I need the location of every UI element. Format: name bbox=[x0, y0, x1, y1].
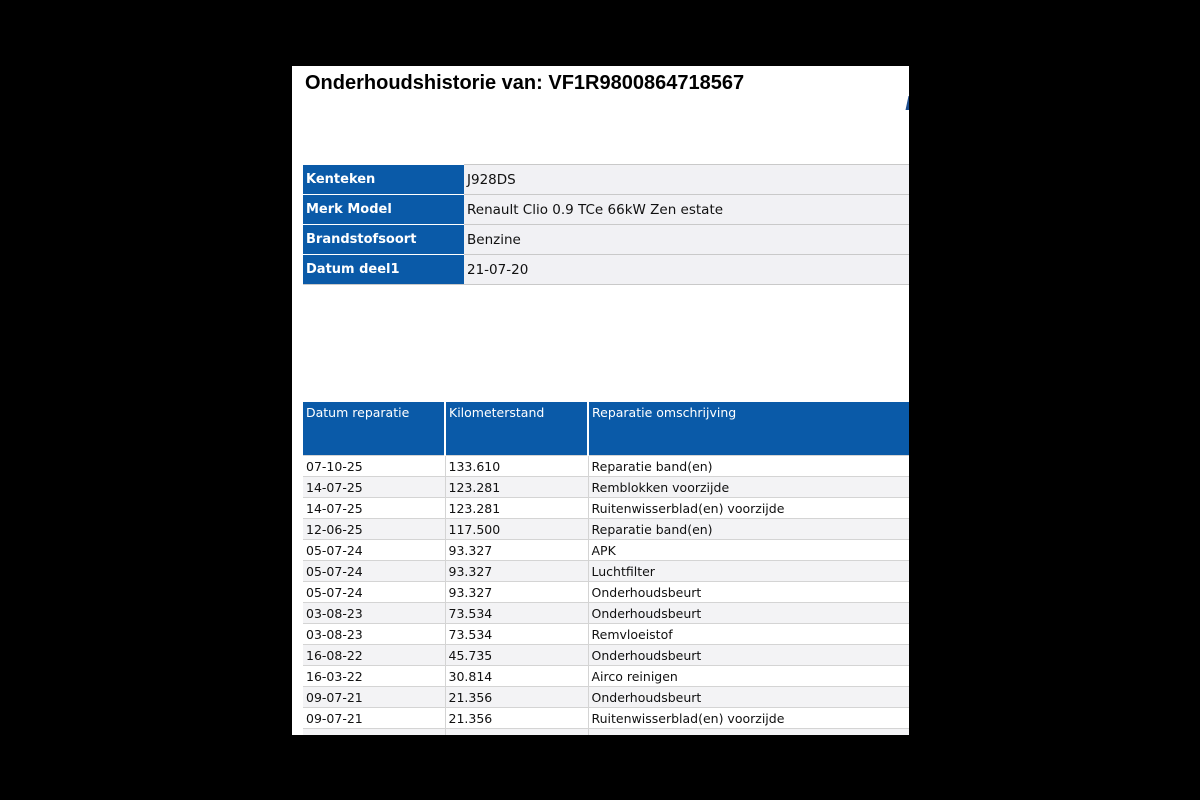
cell-omschrijving: Ruitenwisserblad(en) voorzijde bbox=[588, 498, 909, 519]
cell-datum: 09-07-21 bbox=[303, 687, 445, 708]
table-row bbox=[303, 666, 909, 687]
cell-omschrijving: Onderhoudsbeurt bbox=[588, 603, 909, 624]
table-row bbox=[303, 729, 909, 736]
table-row bbox=[303, 687, 909, 708]
info-value: Benzine bbox=[464, 225, 909, 255]
cell-omschrijving: Reparatie band(en) bbox=[588, 519, 909, 540]
table-row bbox=[303, 561, 909, 582]
table-row bbox=[303, 624, 909, 645]
info-label: Merk Model bbox=[303, 195, 464, 225]
info-row-datum-deel1 bbox=[303, 255, 909, 285]
cell-omschrijving: Onderhoudsbeurt bbox=[588, 687, 909, 708]
cell-kilometerstand: 45.735 bbox=[445, 645, 588, 666]
cell-omschrijving: Onderhoudsbeurt bbox=[588, 582, 909, 603]
cell-omschrijving: Airco reinigen bbox=[588, 666, 909, 687]
cell-kilometerstand: 117.500 bbox=[445, 519, 588, 540]
cell-omschrijving: Remblokken voorzijde bbox=[588, 477, 909, 498]
cell-omschrijving: Onderhoudsbeurt bbox=[588, 645, 909, 666]
history-header-row bbox=[303, 402, 909, 456]
cell-omschrijving: Luchtfilter bbox=[588, 561, 909, 582]
info-label: Kenteken bbox=[303, 165, 464, 195]
document-page bbox=[292, 66, 909, 735]
table-row bbox=[303, 519, 909, 540]
cell-kilometerstand: 73.534 bbox=[445, 603, 588, 624]
cell-kilometerstand: 133.610 bbox=[445, 456, 588, 477]
cell-omschrijving bbox=[588, 729, 909, 736]
cell-omschrijving: Ruitenwisserblad(en) voorzijde bbox=[588, 708, 909, 729]
table-row bbox=[303, 477, 909, 498]
cell-kilometerstand: 30.814 bbox=[445, 666, 588, 687]
cell-datum: 16-08-22 bbox=[303, 645, 445, 666]
cell-datum: 14-07-25 bbox=[303, 498, 445, 519]
page-title: Onderhoudshistorie van: VF1R9800864718567 bbox=[305, 72, 745, 94]
column-header-kilometerstand: Kilometerstand bbox=[445, 402, 588, 456]
column-header-datum: Datum reparatie bbox=[303, 402, 445, 456]
cell-datum: 05-07-24 bbox=[303, 561, 445, 582]
cell-datum: 03-08-23 bbox=[303, 624, 445, 645]
table-row bbox=[303, 645, 909, 666]
cell-datum bbox=[303, 729, 445, 736]
info-label: Brandstofsoort bbox=[303, 225, 464, 255]
column-header-omschrijving: Reparatie omschrijving bbox=[588, 402, 909, 456]
cell-datum: 09-07-21 bbox=[303, 708, 445, 729]
cell-kilometerstand: 93.327 bbox=[445, 540, 588, 561]
info-row-merk-model bbox=[303, 195, 909, 225]
table-row bbox=[303, 708, 909, 729]
cell-omschrijving: Reparatie band(en) bbox=[588, 456, 909, 477]
cell-kilometerstand: 21.356 bbox=[445, 708, 588, 729]
cell-datum: 16-03-22 bbox=[303, 666, 445, 687]
table-row bbox=[303, 603, 909, 624]
table-row bbox=[303, 540, 909, 561]
cell-kilometerstand: 123.281 bbox=[445, 477, 588, 498]
cell-datum: 05-07-24 bbox=[303, 540, 445, 561]
cell-kilometerstand: 93.327 bbox=[445, 561, 588, 582]
cell-kilometerstand: 73.534 bbox=[445, 624, 588, 645]
cell-kilometerstand: 21.356 bbox=[445, 687, 588, 708]
info-row-kenteken bbox=[303, 165, 909, 195]
table-row bbox=[303, 498, 909, 519]
vehicle-info-table bbox=[303, 164, 909, 285]
cell-omschrijving: Remvloeistof bbox=[588, 624, 909, 645]
info-label: Datum deel1 bbox=[303, 255, 464, 285]
cell-datum: 03-08-23 bbox=[303, 603, 445, 624]
cell-kilometerstand: 123.281 bbox=[445, 498, 588, 519]
cell-kilometerstand: 93.327 bbox=[445, 582, 588, 603]
table-row bbox=[303, 582, 909, 603]
cell-datum: 12-06-25 bbox=[303, 519, 445, 540]
info-value: J928DS bbox=[464, 165, 909, 195]
history-body bbox=[303, 456, 909, 736]
cell-omschrijving: APK bbox=[588, 540, 909, 561]
cell-kilometerstand bbox=[445, 729, 588, 736]
info-value: Renault Clio 0.9 TCe 66kW Zen estate bbox=[464, 195, 909, 225]
table-row bbox=[303, 456, 909, 477]
info-value: 21-07-20 bbox=[464, 255, 909, 285]
cell-datum: 05-07-24 bbox=[303, 582, 445, 603]
maintenance-history-table bbox=[303, 402, 909, 735]
logo-fragment bbox=[906, 96, 909, 110]
cell-datum: 14-07-25 bbox=[303, 477, 445, 498]
cell-datum: 07-10-25 bbox=[303, 456, 445, 477]
info-row-brandstofsoort bbox=[303, 225, 909, 255]
